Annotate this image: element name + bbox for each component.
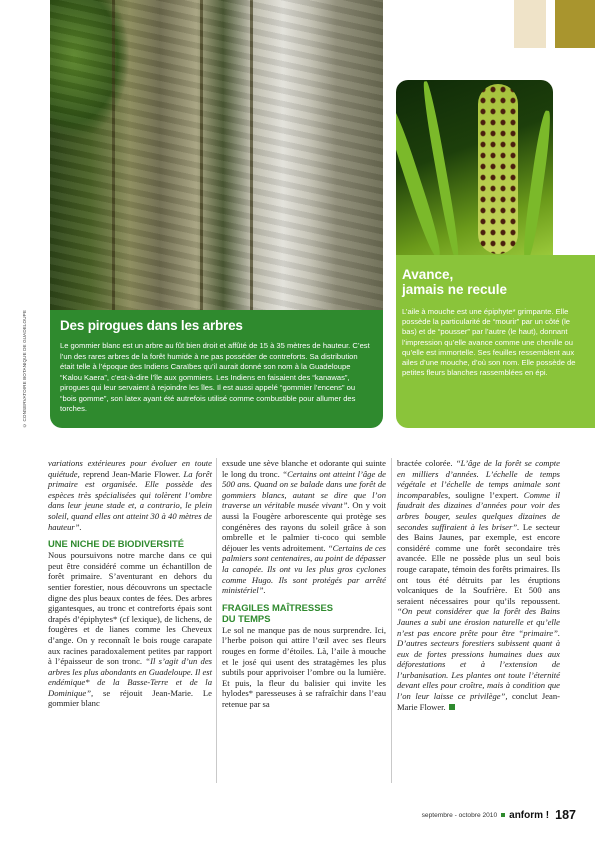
paragraph (48, 550, 212, 709)
leaf (521, 110, 553, 255)
footer-separator (501, 813, 505, 817)
bark-texture (50, 0, 383, 310)
section-heading: UNE NICHE DE BIODIVERSITÉ (48, 538, 184, 550)
body-column-3 (397, 458, 560, 712)
side-caption-box (396, 255, 595, 428)
text: bractée colorée. (397, 458, 456, 468)
plant-photo (396, 80, 553, 255)
text: exsude une sève blanche et odorante qui suinte le long du tronc. (222, 458, 386, 479)
side-title-line1: Avance, (402, 267, 454, 282)
text: souligne l’expert. (450, 489, 524, 500)
page-footer (362, 808, 576, 822)
photo-credit: © CONSERVATOIRE BOTANIQUE DE GUADELOUPE (22, 310, 27, 428)
issue-date: septembre - octobre 2010 (421, 811, 498, 819)
page-number: 187 (555, 808, 576, 822)
side-title-line2: jamais ne recule (402, 282, 508, 297)
text: conclut Jean-Marie Flower. (397, 691, 560, 712)
corner-tabs (514, 0, 595, 48)
heading-line: FRAGILES MAÎTRESSES (222, 601, 333, 613)
paragraph (397, 458, 560, 712)
quote: “L’âge de la forêt se compte en milliers d’années. L’échelle de temps végétale et l’échelle de temps animale sont incomparables, (397, 458, 560, 500)
quote: Comme il faudrait des dizaines d’années pour voir des arbres bouger, seules quelques dizaines de secondes suffiraient à les briser”. (397, 489, 560, 532)
paragraph (48, 458, 212, 532)
text: Nous poursuivons notre marche dans ce qui peut être considéré comme un échantillon de forêt primaire. S’aventurant en dehors du sentier forestier, nous découvrons un spectacle digne des plus beaux contes de fées. Des arbres gigantesques, au tronc et contreforts épais sont drapés d’épiphytes* (cf lexique), de lichens, de fougères et de lianes comme les Cheveux d’ange. On y reconnaît le bois rouge carapate aux racines paradoxalement petites par rapport à l’épaisseur de son tronc. (48, 550, 212, 667)
side-caption-title (402, 267, 585, 297)
body-column-2 (222, 458, 386, 709)
quote: variations extérieures pour évoluer en toute quiétude, (48, 458, 212, 479)
main-caption-title: Des pirogues dans les arbres (60, 318, 243, 333)
flower-spike (478, 84, 518, 254)
quote: “On peut considérer que la forêt des Bains Jaunes a subi une érosion naturelle et qu’elle n’est pas encore prête pour être “primaire”. D’autres secteurs forestiers subissent quant à eux de fortes pressions humaines dues aux déforestations et à l’extension de l’urbanisation. Les plantes ont toute l’éternité devant elles pour croître, mais à condition que l’on leur laisse ce privilège”, (397, 606, 560, 702)
quote: “Il s’agit d’un des arbres les plus abondants en Guadeloupe. Il est endémique* de la Basse-Terre et de la Dominique”, (48, 656, 212, 698)
quote: La forêt primaire est organisée. Elle possède des espèces très spécialisées qui tolèrent l’ombre dans leur jeune stade et, a contrario, le plein soleil, quand elles ont atteint 30 à 40 mètres de hauteur”. (48, 468, 212, 532)
corner-tab-beige (514, 0, 546, 48)
main-caption-text: Le gommier blanc est un arbre au fût bien droit et affûté de 15 à 35 mètres de hauteur. C’est l’un des rares arbres de la forêt humide à ne pas posséder de contreforts. Sa distribution était telle à l’époque des Indiens Caraïbes qu’il aurait donné son nom à la Guadeloupe “Kalou Kaera”, c’est-à-dire l’île aux gommiers. Les Indiens en faisaient des “kanawas”, pirogues qui leur servaient à rejoindre les îles. Il est aussi appelé “gommier l’encens” ou “bois gomme”, son latex ayant été autrefois utilisé comme combustible pour allumer des torches. (60, 341, 370, 413)
column-divider (391, 458, 392, 783)
text: Le secteur des Bains Jaunes, par exemple, est encore considéré comme une forêt secondaire très avancée. Elle ne possède plus un seul bois rouge carapate, témoin des forêts primaires. Ils ont tous été détruits par les éruptions volcaniques de la Soufrière. Et 500 ans seraient nécessaires pour qu’ils repoussent. (397, 521, 560, 606)
corner-tab-olive (555, 0, 595, 48)
quote: “Certains ont atteint l’âge de 500 ans. Quand on se balade dans une forêt de gommiers blancs, autant se dire que l’on traverse un véritable musée vivant”. (222, 468, 386, 511)
text: On y voit aussi la Fougère arborescente qui protège ses congénères des rayons du soleil grâce à son ombrelle et le palmier ti-coco qui semble déjouer les vents adroitement. (222, 500, 386, 553)
text: reprend Jean-Marie Flower. (79, 468, 184, 479)
body-column-1 (48, 458, 212, 709)
magazine-brand: anform ! (509, 809, 550, 821)
tree-trunk-photo (50, 0, 383, 310)
side-caption-text: L’aile à mouche est une épiphyte* grimpante. Elle possède la particularité de “mourir” par un côté (le bas) et de “pousser” par l’autre (le haut), donnant l’impression qu’elle avance comme une chenille ou qu’elle est immortelle. Ses feuilles ressemblent aux ailes d’une mouche, d’où son nom. Elle possède de petites fleurs blanches rassemblées en épi. (402, 307, 576, 378)
main-caption-box (50, 310, 383, 428)
quote: “Certains de ces palmiers sont centenaires, au point de dépasser la canopée. Ils ont vu les plus gros cyclones comme Hugo. Ils sont protégés par arrêté ministériel”. (222, 542, 386, 596)
heading-line: DU TEMPS (222, 612, 271, 624)
column-divider (216, 458, 217, 783)
section-heading (222, 602, 386, 624)
text: se réjouit Jean-Marie. Le gommier blanc (48, 687, 212, 709)
paragraph: Le sol ne manque pas de nous surprendre. Ici, l’herbe poison qui attire l’œil avec ses fleurs rouges en forme d’étoiles. Là, l’aile à mouche et le josé qui usent des stratagèmes les plus subtils pour apprivoiser l’ombre ou la lumière. Et puis, la fleur du balisier qui invite les hylodes* paresseuses à se rafraîchir dans l’eau retenue par sa (222, 624, 386, 709)
end-mark (449, 704, 455, 710)
corner-tab-gap (546, 0, 555, 48)
paragraph (222, 458, 386, 596)
